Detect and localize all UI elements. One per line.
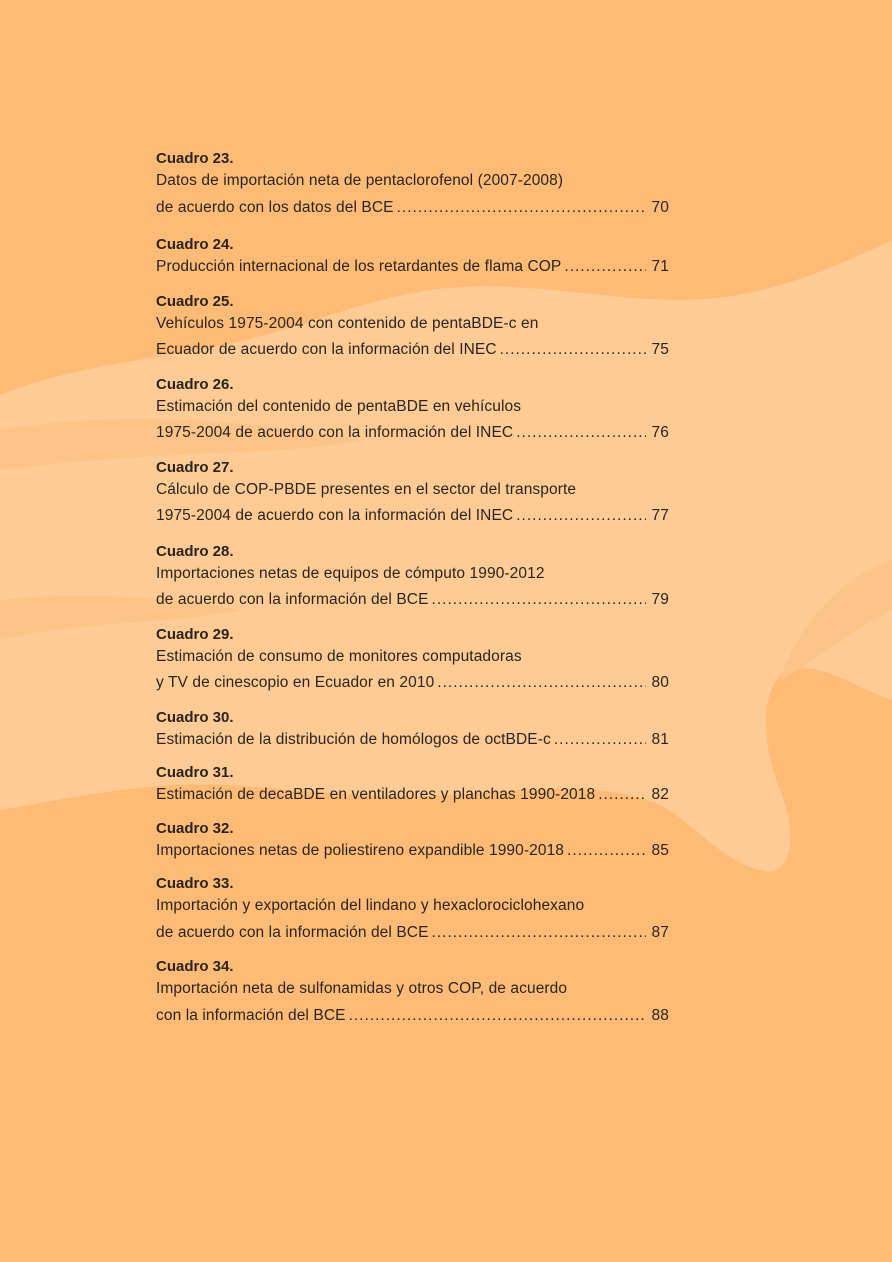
toc-entry[interactable] bbox=[156, 293, 669, 364]
toc-entry-title: Cuadro 33. bbox=[156, 875, 234, 892]
dot-leader bbox=[516, 503, 646, 530]
dot-leader bbox=[437, 670, 646, 697]
toc-entry-title: Cuadro 34. bbox=[156, 958, 234, 975]
toc-entry-text: Estimación de la distribución de homólogos de octBDE-c bbox=[156, 730, 551, 748]
toc-entry-title: Cuadro 30. bbox=[156, 708, 234, 726]
toc-entry-text: Estimación del contenido de pentaBDE en vehículos bbox=[156, 397, 522, 415]
toc-entry-leader-line bbox=[156, 420, 669, 447]
dot-leader bbox=[397, 195, 646, 222]
dot-leader bbox=[432, 920, 646, 947]
toc-entry-leader-line bbox=[156, 1003, 669, 1030]
page-number[interactable]: 87 bbox=[651, 923, 669, 941]
toc-entry-leader-line bbox=[156, 503, 669, 530]
dot-leader bbox=[564, 254, 646, 281]
page-number[interactable]: 75 bbox=[651, 341, 669, 358]
toc-entry-text: Ecuador de acuerdo con la información del INEC bbox=[156, 341, 497, 358]
toc-entry-text: Estimación de decaBDE en ventiladores y planchas 1990-2018 bbox=[156, 786, 596, 803]
toc-entry-text: 1975-2004 de acuerdo con la información del INEC bbox=[156, 507, 514, 524]
toc-entry-leader-line bbox=[156, 838, 669, 865]
toc-entry[interactable] bbox=[156, 236, 669, 281]
toc-entry-title: Cuadro 27. bbox=[156, 458, 234, 476]
toc-entry-title: Cuadro 29. bbox=[156, 625, 234, 643]
page-number[interactable]: 81 bbox=[651, 730, 669, 748]
toc-entry[interactable] bbox=[156, 626, 669, 697]
toc-entry-text: Cálculo de COP-PBDE presentes en el sector del transporte bbox=[156, 480, 577, 498]
toc-entry[interactable] bbox=[156, 376, 669, 447]
table-of-contents bbox=[156, 150, 669, 1029]
toc-entry-text: Importaciones netas de poliestireno expandible 1990-2018 bbox=[156, 841, 565, 859]
toc-entry-title: Cuadro 23. bbox=[156, 150, 234, 167]
toc-entry[interactable] bbox=[156, 820, 669, 865]
page-number[interactable]: 71 bbox=[651, 258, 669, 275]
toc-entry-text: de acuerdo con la información del BCE bbox=[156, 591, 429, 608]
toc-entry-title: Cuadro 32. bbox=[156, 819, 234, 837]
toc-entry-text: 1975-2004 de acuerdo con la información del INEC bbox=[156, 424, 514, 441]
page-number[interactable]: 82 bbox=[651, 786, 669, 803]
page-number[interactable]: 85 bbox=[651, 841, 669, 859]
toc-entry-text: y TV de cinescopio en Ecuador en 2010 bbox=[156, 674, 435, 691]
page-number[interactable]: 79 bbox=[651, 591, 669, 608]
toc-entry-text: Datos de importación neta de pentaclorofenol (2007-2008) bbox=[156, 172, 564, 189]
toc-entry-leader-line bbox=[156, 727, 669, 754]
dot-leader bbox=[349, 1003, 646, 1030]
toc-entry[interactable] bbox=[156, 958, 669, 1029]
dot-leader bbox=[432, 587, 646, 614]
toc-entry-title: Cuadro 26. bbox=[156, 375, 234, 393]
toc-entry[interactable] bbox=[156, 150, 669, 221]
toc-entry-leader-line bbox=[156, 195, 669, 222]
toc-entry-leader-line bbox=[156, 254, 669, 281]
dot-leader bbox=[554, 727, 646, 754]
toc-entry-title: Cuadro 28. bbox=[156, 542, 234, 560]
dot-leader bbox=[567, 838, 646, 865]
toc-entry[interactable] bbox=[156, 459, 669, 530]
toc-entry-text: Vehículos 1975-2004 con contenido de pentaBDE-c en bbox=[156, 314, 539, 332]
toc-entry-text: de acuerdo con los datos del BCE bbox=[156, 198, 394, 216]
toc-entry[interactable] bbox=[156, 709, 669, 754]
toc-entry-text: de acuerdo con la información del BCE bbox=[156, 923, 429, 941]
toc-entry-text: Importaciones netas de equipos de cómputo 1990-2012 bbox=[156, 564, 545, 582]
toc-entry-leader-line bbox=[156, 587, 669, 614]
toc-entry[interactable] bbox=[156, 764, 669, 809]
toc-entry-text: Estimación de consumo de monitores computadoras bbox=[156, 647, 522, 665]
toc-entry-text: Importación neta de sulfonamidas y otros COP, de acuerdo bbox=[156, 980, 568, 997]
toc-entry[interactable] bbox=[156, 875, 669, 946]
toc-entry-leader-line bbox=[156, 920, 669, 947]
toc-entry-leader-line bbox=[156, 670, 669, 697]
page-number[interactable]: 76 bbox=[651, 424, 669, 441]
toc-entry-title: Cuadro 31. bbox=[156, 764, 234, 781]
page-number[interactable]: 80 bbox=[651, 674, 669, 691]
toc-entry-title: Cuadro 24. bbox=[156, 236, 234, 253]
toc-entry-text: con la información del BCE bbox=[156, 1006, 346, 1024]
dot-leader bbox=[598, 782, 646, 809]
toc-entry[interactable] bbox=[156, 543, 669, 614]
page-number[interactable]: 77 bbox=[651, 507, 669, 524]
page-number[interactable]: 88 bbox=[651, 1006, 669, 1024]
page-number[interactable]: 70 bbox=[651, 198, 669, 216]
dot-leader bbox=[500, 337, 646, 364]
toc-entry-leader-line bbox=[156, 782, 669, 809]
toc-entry-leader-line bbox=[156, 337, 669, 364]
dot-leader bbox=[516, 420, 646, 447]
toc-entry-text: Importación y exportación del lindano y hexaclorociclohexano bbox=[156, 897, 585, 914]
toc-entry-text: Producción internacional de los retardantes de flama COP bbox=[156, 258, 562, 275]
toc-entry-title: Cuadro 25. bbox=[156, 292, 234, 310]
